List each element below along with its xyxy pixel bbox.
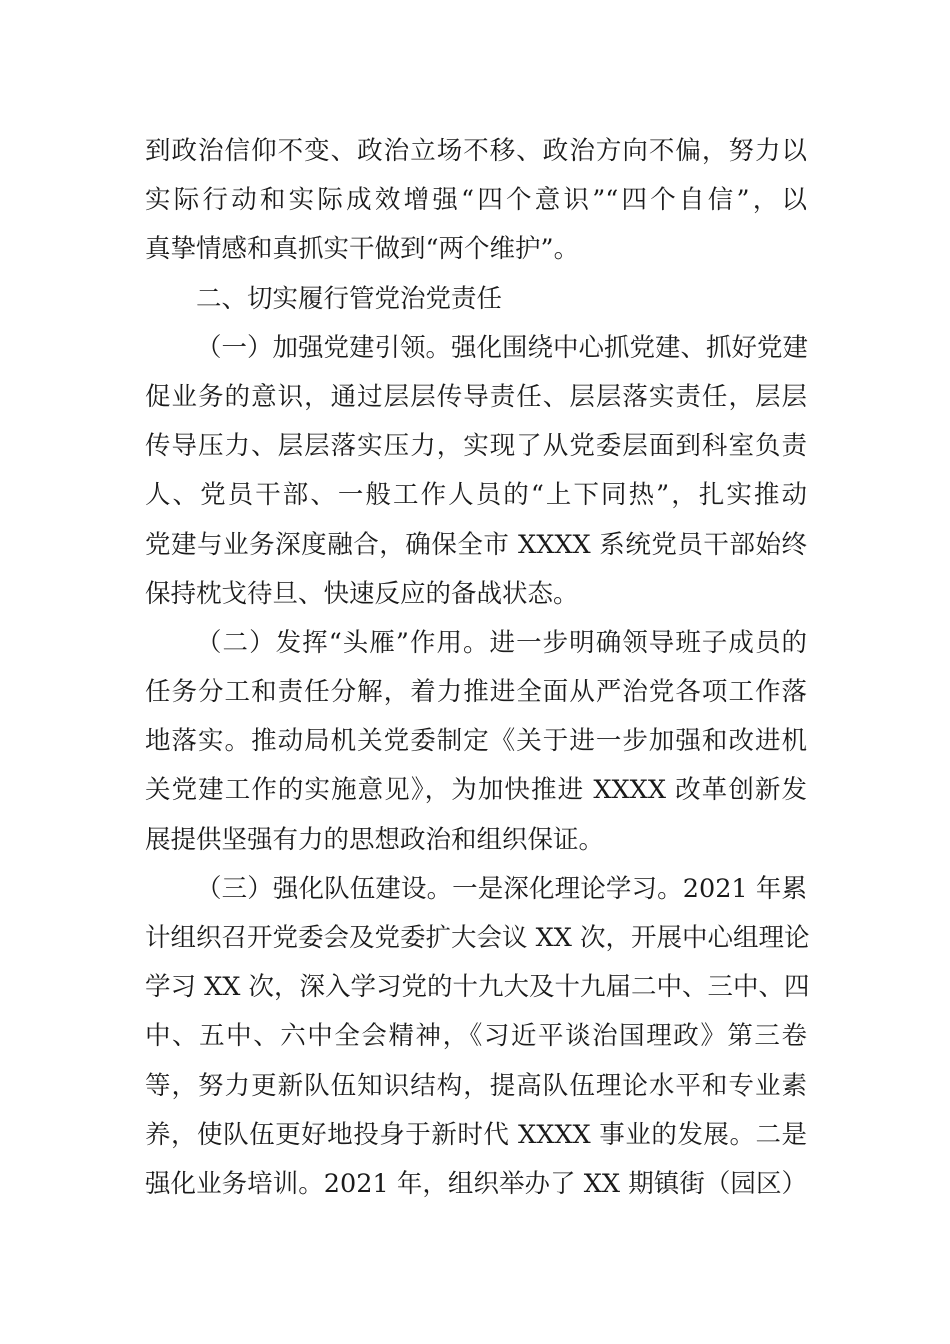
text-line: 学习 XX 次，深入学习党的十九大及十九届二中、三中、四 [145,972,810,1003]
text-line: 真挚情感和真抓实干做到“两个维护”。 [145,234,580,265]
text-line: 养，使队伍更好地投身于新时代 XXXX 事业的发展。二是 [145,1119,807,1150]
text-line: 计组织召开党委会及党委扩大会议 XX 次，开展中心组理论 [145,923,810,953]
paragraph-1 [145,127,807,275]
paragraph-3 [145,619,807,865]
text-line: 传导压力、层层落实压力，实现了从党委层面到科室负责 [145,431,807,462]
text-line: 等，努力更新队伍知识结构，提高队伍理论水平和专业素 [145,1070,807,1101]
text-line: 促业务的意识，通过层层传导责任、层层落实责任，层层 [145,381,807,412]
text-line: 党建与业务深度融合，确保全市 XXXX 系统党员干部始终 [145,529,807,560]
text-line: 关党建工作的实施意见》，为加快推进 XXXX 改革创新发 [145,775,807,806]
section-heading [145,275,807,324]
text-line: 强化业务培训。2021 年，组织举办了 XX 期镇街（园区） [145,1168,807,1199]
text-line: 保持枕戈待旦、快速反应的备战状态。 [145,578,579,609]
text-line: 到政治信仰不变、政治立场不移、政治方向不偏，努力以 [145,136,807,166]
text-line: （三）强化队伍建设。一是深化理论学习。2021 年累 [196,873,807,904]
text-line: 地落实。推动局机关党委制定《关于进一步加强和改进机 [145,726,807,757]
text-line: （一）加强党建引领。强化围绕中心抓党建、抓好党建 [196,332,809,363]
paragraph-4 [145,865,810,1209]
text-line: 人、党员干部、一般工作人员的“上下同热”，扎实推动 [145,480,807,511]
text-line: 展提供坚强有力的思想政治和组织保证。 [145,824,605,855]
text-line: （二）发挥“头雁”作用。进一步明确领导班子成员的 [196,627,807,658]
text-line: 中、五中、六中全会精神，《习近平谈治国理政》第三卷 [145,1021,807,1052]
paragraph-2 [145,324,807,619]
document-body [145,127,810,1209]
heading-line: 二、切实履行管党治党责任 [196,283,503,314]
text-line: 任务分工和责任分解，着力推进全面从严治党各项工作落 [145,677,807,708]
text-line: 实际行动和实际成效增强“四个意识”“四个自信”，以 [145,185,807,216]
